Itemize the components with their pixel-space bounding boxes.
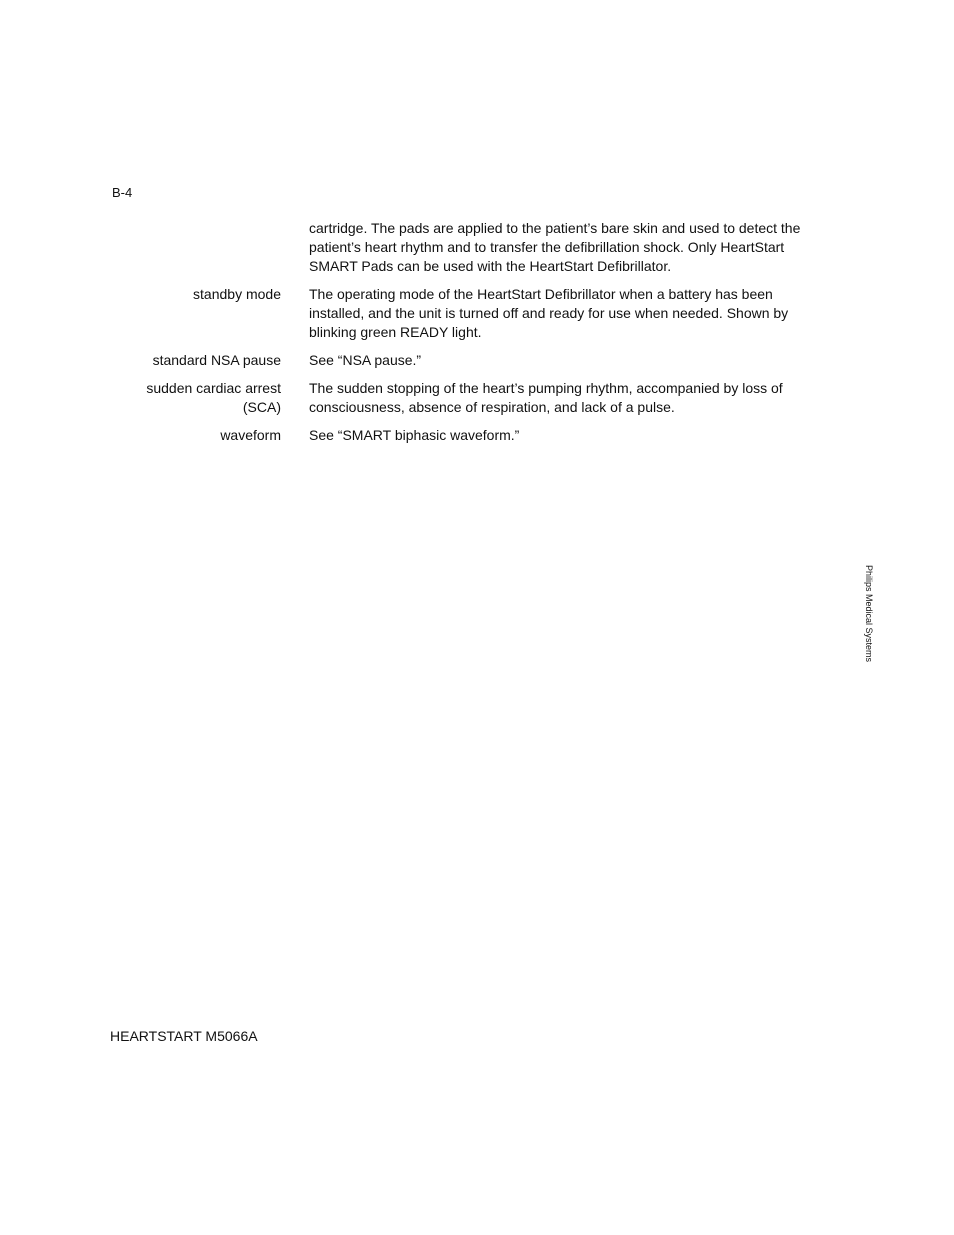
glossary-entry [110,351,820,370]
footer-product-name: HEARTSTART M5066A [110,1028,258,1044]
glossary-entry [110,285,820,342]
glossary-definition: See “NSA pause.” [309,352,422,368]
glossary-definition: cartridge. The pads are applied to the patient’s bare skin and used to detect the patient’s heart rhythm and to transfer the defibrillation shock. Only HeartStart SMART Pads can be used with the HeartStart Defibrillator. [309,220,801,274]
glossary-entry [110,219,820,276]
glossary-definition: The operating mode of the HeartStart Defibrillator when a battery has been installed, and the unit is turned off and ready for use when needed. Shown by blinking green READY light. [309,286,789,340]
glossary-definition: See “SMART biphasic waveform.” [309,427,520,443]
glossary-definition: The sudden stopping of the heart’s pumping rhythm, accompanied by loss of consciousness, absence of respiration, and lack of a pulse. [309,380,783,415]
glossary-entry [110,426,820,445]
glossary-term: standby mode [193,286,281,302]
glossary-term: waveform [220,427,281,443]
glossary-term: standard NSA pause [152,352,281,368]
glossary-term [110,219,281,276]
glossary-term: sudden cardiac arrest (SCA) [146,380,281,415]
page-number: B-4 [112,185,133,200]
glossary-entry [110,379,820,417]
side-publisher-label: Philips Medical Systems [864,565,874,663]
glossary-list [110,219,820,454]
